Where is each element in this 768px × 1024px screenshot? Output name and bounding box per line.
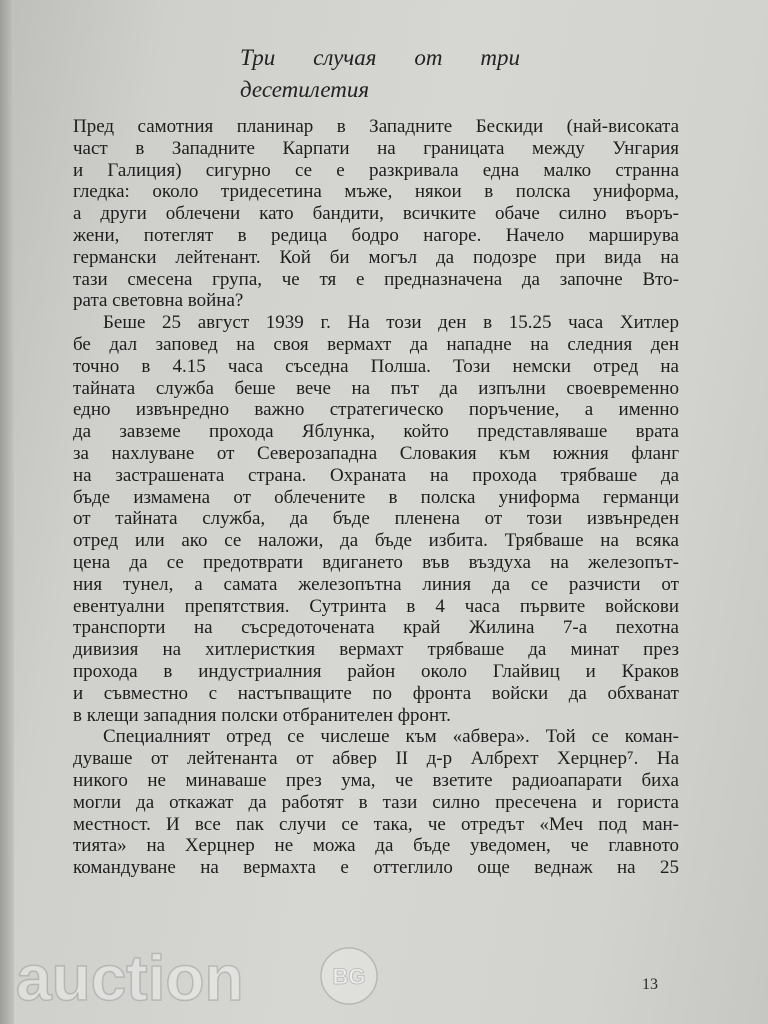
page-number: 13 <box>642 976 658 993</box>
page-gutter-shadow <box>0 0 14 1024</box>
text-line: Пред самотния планинар в Западните Бескиди (най-високата <box>73 116 679 137</box>
paragraph-2 <box>73 312 679 726</box>
paragraph-1 <box>73 116 679 312</box>
text-line: едно извънредно важно стратегическо поръчение, а именно <box>73 399 679 421</box>
text-line: транспорти на съсредоточената край Жилина 7-а пехотна <box>73 617 679 639</box>
text-line: отред или ако се наложи, да бъде избита. Трябваше на всяка <box>73 530 679 552</box>
text-line: местност. И все пак случи се така, че отредът «Меч под ман- <box>73 813 679 835</box>
text-line: евентуални препятствия. Сутринта в 4 часа първите войскови <box>73 595 679 617</box>
text-line: за нахлуване от Северозападна Словакия към южния фланг <box>73 442 679 464</box>
watermark-text: auction <box>16 942 244 1014</box>
text-line: и Галиция) сигурно се е разкривала една малко странна <box>73 159 679 181</box>
chapter-title-line-1: Три случая от три <box>240 45 520 70</box>
text-line: а други облечени като бандити, всичките обаче силно въоръ- <box>73 203 679 225</box>
text-line: жени, потеглят в редица бодро нагоре. Начело марширува <box>73 224 679 246</box>
text-line: дивизия на хитлеристкия вермахт трябваше да минат през <box>73 639 679 661</box>
text-line: дуваше от лейтенанта от абвер II д-р Албрехт Херцнер⁷. На <box>73 748 679 770</box>
text-line: рата световна война? <box>73 290 244 312</box>
text-line: цена да се предотврати вдигането във въздуха на железопът- <box>73 551 679 573</box>
auction-watermark <box>14 938 394 1018</box>
chapter-title <box>240 42 520 106</box>
watermark-suffix: BG <box>332 964 366 989</box>
text-line: и съвместно с настъпващите по фронта войски да обхванат <box>73 682 679 704</box>
text-line: гледка: около тридесетина мъже, някои в полска униформа, <box>73 181 679 203</box>
text-line: тази смесена група, че тя е предназначена да започне Вто- <box>73 268 679 290</box>
text-line: командуване на вермахта е оттеглило още веднаж на 25 <box>73 857 679 879</box>
text-line: никого не минаваше през ума, че взетите радиоапарати биха <box>73 769 679 791</box>
text-line: Специалният отред се числеше към «абвера». Той се коман- <box>103 726 679 748</box>
text-line: в клещи западния полски отбранителен фронт. <box>73 704 451 726</box>
text-line: Беше 25 август 1939 г. На този ден в 15.25 часа Хитлер <box>103 312 679 334</box>
text-line: бе дал заповед на своя вермахт да нападне на следния ден <box>73 333 679 355</box>
text-line: на застрашената страна. Охраната на прохода трябваше да <box>73 464 679 486</box>
chapter-title-line-2: десетилетия <box>240 77 370 102</box>
text-line: да завземе прохода Яблунка, който представляваше врата <box>73 421 679 443</box>
text-line: могли да откажат да работят в тази силно пресечена и гориста <box>73 791 679 813</box>
text-line: част в Западните Карпати на границата между Унгария <box>73 137 679 159</box>
text-line: германски лейтенант. Кой би могъл да подозре при вида на <box>73 246 679 268</box>
text-line: прохода в индустриалния район около Глайвиц и Краков <box>73 660 679 682</box>
text-line: ния тунел, а самата железопътна линия да се разчисти от <box>73 573 679 595</box>
text-line: тията» на Херцнер не можа да бъде уведомен, че главното <box>73 835 679 857</box>
body-text <box>73 116 679 879</box>
text-line: тайната служба беше вече на път да изпълни своевременно <box>73 377 679 399</box>
text-line: бъде измамена от облечените в полска униформа германци <box>73 486 679 508</box>
paragraph-3 <box>73 726 679 879</box>
text-line: от тайната служба, да бъде пленена от този извънреден <box>73 508 679 530</box>
text-line: точно в 4.15 часа съседна Полша. Този немски отред на <box>73 355 679 377</box>
